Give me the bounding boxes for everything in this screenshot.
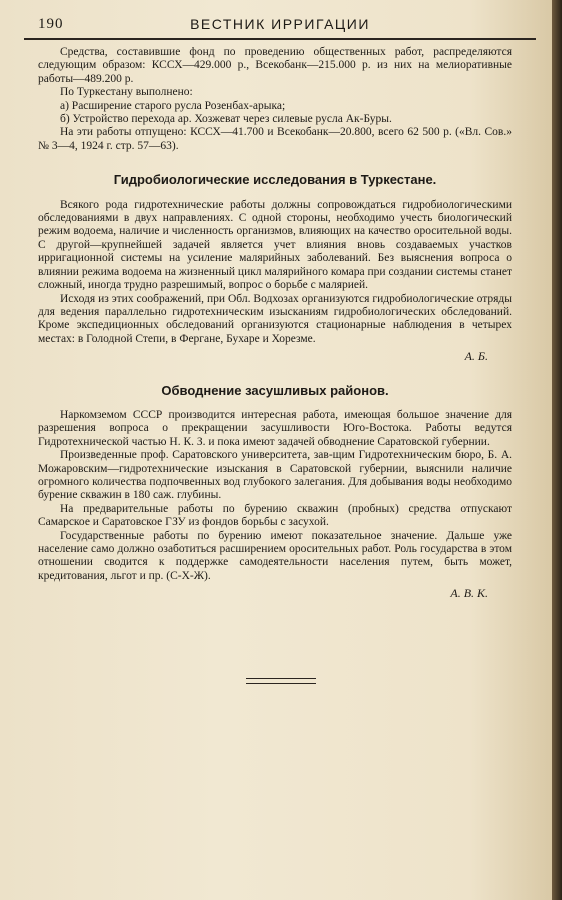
hydrobiology-paragraph-2: Исходя из этих соображений, при Обл. Водхозах организуются гидробиологические отряды для ведения параллельно гидротехническим изысканиям гидробиологических обследований. Кроме экспедиционных обследований организуются стационарные наблюдения в четырех местах: в Голодной Степи, в Фергане, Бухаре и Хорезме.: [38, 292, 512, 345]
hydrobiology-paragraph-1: Всякого рода гидротехнические работы должны сопровождаться гидробиологическими обследованиями в двух направлениях. С одной стороны, необходимо учесть биологический режим водоема, наличие и численность организмов, влияющих на качество оросительной воды. С другой—крупнейшей задачей является учет влияния вновь создаваемых участков ирригационной системы на усиление малярийных заболеваний. Без выяснения вопроса о влиянии режима водоема на жизненный цикл малярийного комара при создании системы станет сложный, иногда трудно разрешимый, вопрос о борьбе с малярией.: [38, 198, 512, 292]
article-body: [38, 46, 512, 601]
end-rule-bottom: [246, 683, 316, 684]
end-rule-top: [246, 678, 316, 679]
intro-paragraph-1: Средства, составившие фонд по проведению общественных работ, распределяются следующим образом: КССХ—429.000 р., Всекобанк—215.000 р. из них на мелиоративные работы—489.200 р.: [38, 46, 512, 85]
page-header: [24, 16, 536, 38]
intro-paragraph-3: На эти работы отпущено: КССХ—41.700 и Всекобанк—20.800, всего 62 500 р. («Вл. Сов.» № 3—4, 1924 г. стр. 57—63).: [38, 126, 512, 152]
irrigation-paragraph-1: Наркомземом СССР производится интересная работа, имеющая большое значение для разрешения вопроса о прекращении засушливости Юго-Востока. Работы ведутся Гидротехнической частью Н. К. З. и пока имеют задачей обводнение Саратовской губернии.: [38, 408, 512, 448]
intro-paragraph-2: По Туркестану выполнено:: [60, 86, 193, 99]
irrigation-signature: А. В. К.: [450, 586, 488, 601]
intro-list-item-b: б) Устройство перехода ар. Хозжеват через силевые русла Ак-Буры.: [60, 113, 392, 126]
book-spine-shadow: [552, 0, 562, 900]
section-title-irrigation: Обводнение засушливых районов.: [161, 382, 389, 398]
intro-list-item-a: а) Расширение старого русла Розенбах-арыка;: [60, 99, 286, 112]
journal-title: ВЕСТНИК ИРРИГАЦИИ: [190, 16, 370, 32]
section-title-hydrobiology: Гидробиологические исследования в Туркестане.: [113, 172, 437, 188]
page-number: 190: [38, 16, 64, 32]
irrigation-paragraph-3: На предварительные работы по бурению скважин (пробных) средства отпускают Самарское и Саратовское ГЗУ из фондов борьбы с засухой.: [38, 502, 512, 529]
header-rule: [24, 38, 536, 40]
irrigation-paragraph-2: Произведенные проф. Саратовского университета, зав-щим Гидротехническим бюро, Б. А. Можаровским—гидротехнические изыскания в Саратовской губернии, выяснили наличие огромного количества подпочвенных вод глубокого залегания. Для добывания воды необходимо бурение скважин в 180 саж. глубины.: [38, 449, 512, 502]
hydrobiology-signature: А. Б.: [464, 349, 488, 364]
irrigation-paragraph-4: Государственные работы по бурению имеют показательное значение. Дальше уже население само должно озаботиться расширением оросительных работ. Роль государства в этом отношении сводится к поддержке самодеятельности населения путем, быть может, кредитования, льгот и пр. (С-Х-Ж).: [38, 529, 512, 582]
